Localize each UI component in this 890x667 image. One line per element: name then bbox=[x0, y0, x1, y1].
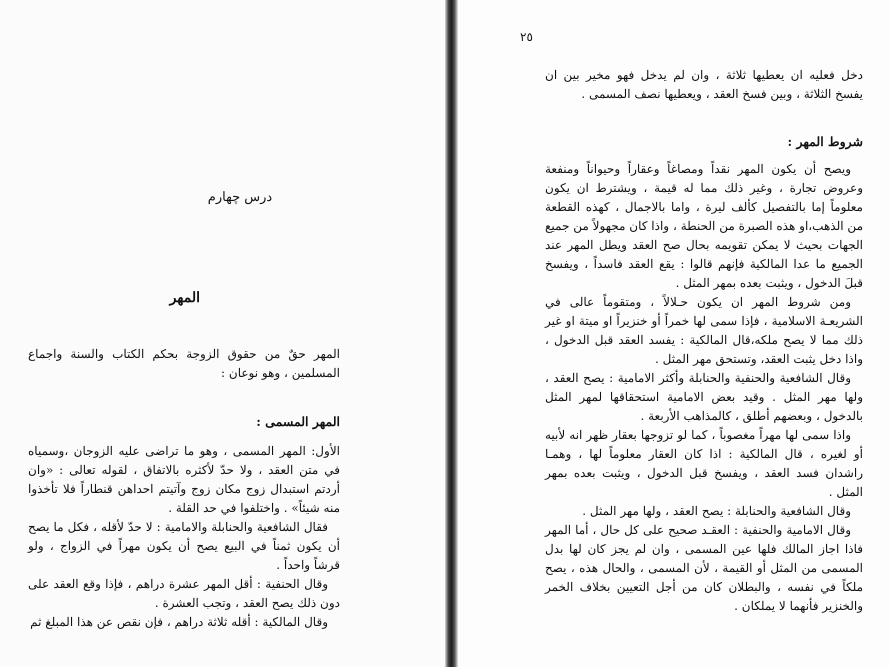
paragraph: واذا سمى لها مهراً مغصوباً ، كما لو تزوجها بعقار ظهر انه لأبيه أو لغيره ، قال المالكية : اذا كان العقار معلوماً لها ، وهمـا راشدان فسد العقد ، ويفسخ قبل الدخول ، ويثبت بعده بمهر المثل . bbox=[545, 428, 863, 499]
paragraph: وقال الامامية والحنفية : العقـد صحيح على كل حال ، أما المهر فاذا اجاز المالك فلها عين المسمى ، وان لم يجز كان لها بدل المسمى من المثل أو القيمة ، لأن المسمى ، والحال هذه ، يصح ملكاً في نفسه ، والبطلان كان من أجل التعيين بخلاف الخمر والخنزير فأنهما لا يملكان . bbox=[545, 523, 863, 613]
paragraph: ومن شروط المهر ان يكون حـلالاً ، ومتقوماً عالى في الشريعـة الاسلامية ، فإذا سمى لها خمراً أو خنزيراً او ميتة او غير ذلك مما لا يصح ملكه،قال المالكية : يفسد العقد قبل الدخول ، واذا دخل يثبت العقد، وتستحق مهر المثل . bbox=[545, 295, 863, 366]
paragraph: فقال الشافعية والحنابلة والامامية : لا حدّ لأقله ، فكل ما يصح أن يكون ثمناً في البيع يصح أن يكون مهراً في الزواج ، ولو قرشاً واحداً . bbox=[28, 520, 340, 572]
section-heading-mahr-conditions: شروط المهر : bbox=[787, 134, 863, 149]
paragraph: وقال الشافعية والحنابلة : يصح العقد ، ولها مهر المثل . bbox=[582, 504, 851, 518]
paragraph: ويصح أن يكون المهر نقداً ومصاغاً وعقاراً وحيواناً ومنفعة وعروض تجارة ، وغير ذلك مما له قيمة ، ويشترط ان يكون معلوماً إما بالتفصيل كألف ليرة ، واما بالاجمال ، كهذه القطعة من الذهب،او هذه الصبرة من الحنطة ، واذا كان مجهولاً من جميع الجهات بحيث لا يمكن تقويمه بحال صح العقد ويطل المهر عند الجميع ما عدا المالكية فإنهم قالوا : يقع العقد فاسداً ، ويفسخ قبلَ الدخول ، ويثبت بعده بمهر المثل . bbox=[545, 162, 863, 290]
paragraph: وقال المالكية : أقله ثلاثة دراهم ، فإن نقص عن هذا المبلغ ثم bbox=[30, 615, 328, 629]
book-gutter bbox=[445, 0, 458, 667]
intro-paragraph: المهر حقٌ من حقوق الزوجة بحكم الكتاب والسنة واجماع المسلمين ، وهو نوعان : bbox=[28, 347, 340, 380]
main-heading: المهر bbox=[169, 290, 200, 306]
intro-block bbox=[28, 345, 340, 383]
paragraph: الأول: المهر المسمى ، وهو ما تراضى عليه الزوجان ،وسمياه في متن العقد ، ولا حدّ لأكثره بالاتفاق ، لقوله تعالى : «وان أردتم استبدال زوج مكان زوج وآتيتم احداهن قنطاراً فلا تأخذوا منه شيئاً» . واختلفوا في حد القلة . bbox=[28, 444, 340, 515]
section-heading-named-mahr: المهر المسمى : bbox=[256, 414, 340, 429]
paragraph: وقال الحنفية : أقل المهر عشرة دراهم ، فإذا وقع العقد على دون ذلك يصح العقد ، وتجب العشرة . bbox=[28, 577, 340, 610]
left-body bbox=[28, 442, 340, 632]
lesson-title: درس چهارم bbox=[207, 190, 273, 205]
conditions-heading-block bbox=[545, 132, 863, 151]
opening-block bbox=[545, 66, 863, 104]
right-body bbox=[545, 160, 863, 616]
section-heading-block bbox=[28, 412, 340, 431]
page-number: ٢٥ bbox=[520, 30, 533, 44]
opening-paragraph: دخل فعليه ان يعطيها ثلاثة ، وان لم يدخل فهو مخير بين ان يفسخ الثلاثة ، وبين فسخ العقد ، ويعطيها نصف المسمى . bbox=[545, 68, 863, 101]
paragraph: وقال الشافعية والحنفية والحنابلة وأكثر الامامية : يصح العقد ، ولها مهر المثل . وقيد بعض الامامية استحقاقها لمهر المثل بالدخول ، وبعضهم أطلق ، كالمذاهب الأربعة . bbox=[545, 371, 863, 423]
